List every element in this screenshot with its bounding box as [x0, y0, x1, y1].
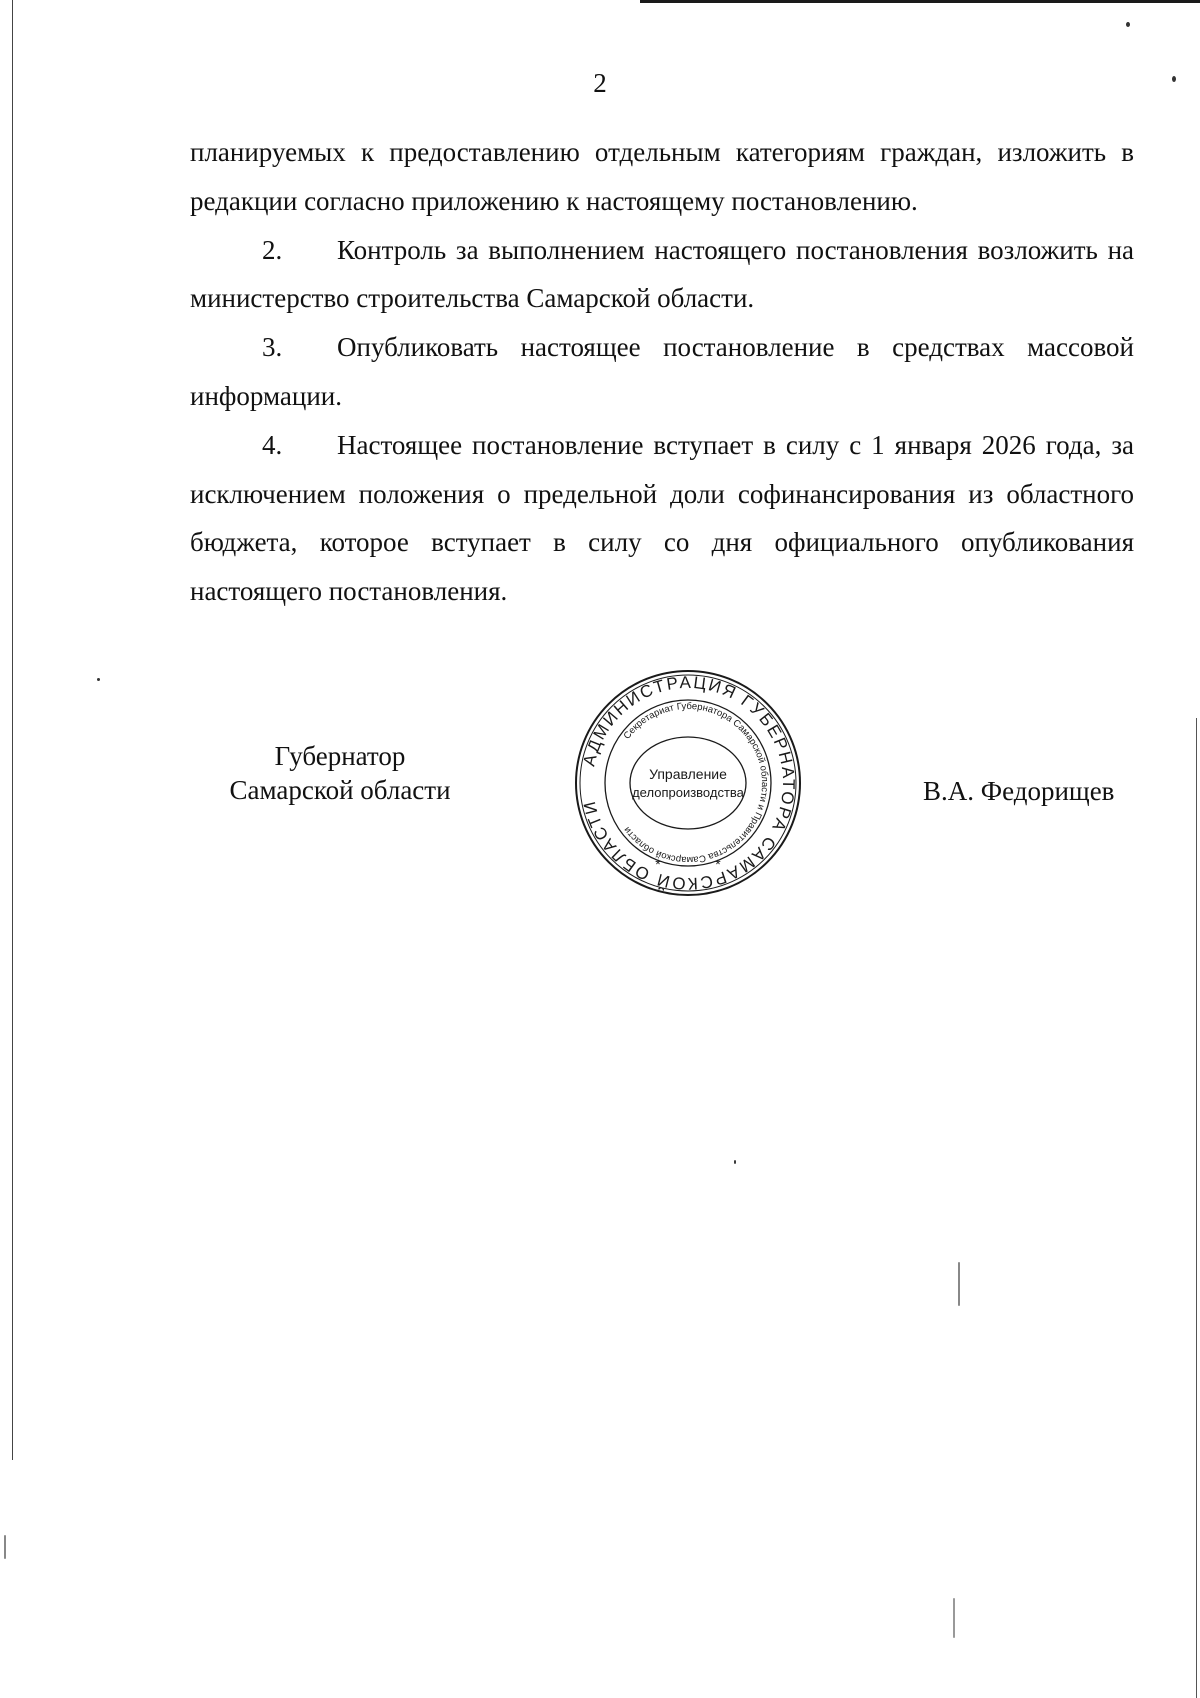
clause-text: Настоящее постановление вступает в силу с 1 января 2026 года, за исключением положения о предельной доли софинансирования из областного бюджета, которое вступает в силу со дня официального опубликования настоящего постановления. [190, 429, 1134, 607]
clause-3 [190, 323, 1134, 421]
official-seal [572, 667, 804, 899]
clause-2 [190, 226, 1134, 324]
seal-star-icon: * [715, 856, 721, 872]
clause-text: Контроль за выполнением настоящего постановления возложить на министерство строительства Самарской области. [190, 234, 1134, 314]
clause-number: 3. [262, 332, 283, 363]
clause-number: 2. [262, 234, 283, 265]
seal-star-icon: * [655, 856, 661, 872]
seal-center-oval [630, 737, 746, 829]
scan-speck [953, 1598, 955, 1638]
signer-title-line-1: Губернатор [274, 741, 406, 771]
scan-speck [958, 1262, 960, 1306]
document-body [190, 128, 1134, 616]
seal-center-line-1: Управление [649, 766, 727, 782]
scan-edge-left [12, 0, 13, 1460]
clause-4 [190, 421, 1134, 616]
clause-number: 4. [262, 429, 283, 460]
seal-inner-ring-text: Секретариат Губернатора Самарской области и Правительства Самарской области [621, 700, 771, 866]
signer-name: В.А. Федорищев [923, 776, 1115, 806]
signer-title [200, 739, 480, 807]
continuation-paragraph: планируемых к предоставлению отдельным категориям граждан, изложить в редакции согласно приложению к настоящему постановлению. [190, 137, 1134, 216]
seal-outer-text: АДМИНИСТРАЦИЯ ГУБЕРНАТОРА САМАРСКОЙ ОБЛАСТИ [579, 672, 799, 894]
signer-title-line-2: Самарской области [229, 775, 451, 805]
clause-text: Опубликовать настоящее постановление в средствах массовой информации. [190, 332, 1134, 411]
scan-speck [734, 1160, 736, 1164]
scan-edge-top [640, 0, 1200, 3]
scan-speck [1126, 22, 1130, 27]
seal-center-line-2: делопроизводства [632, 785, 744, 800]
scan-speck [4, 1535, 6, 1559]
page-number: 2 [593, 68, 607, 98]
scan-edge-right [1196, 718, 1197, 1698]
scan-speck [97, 678, 100, 681]
